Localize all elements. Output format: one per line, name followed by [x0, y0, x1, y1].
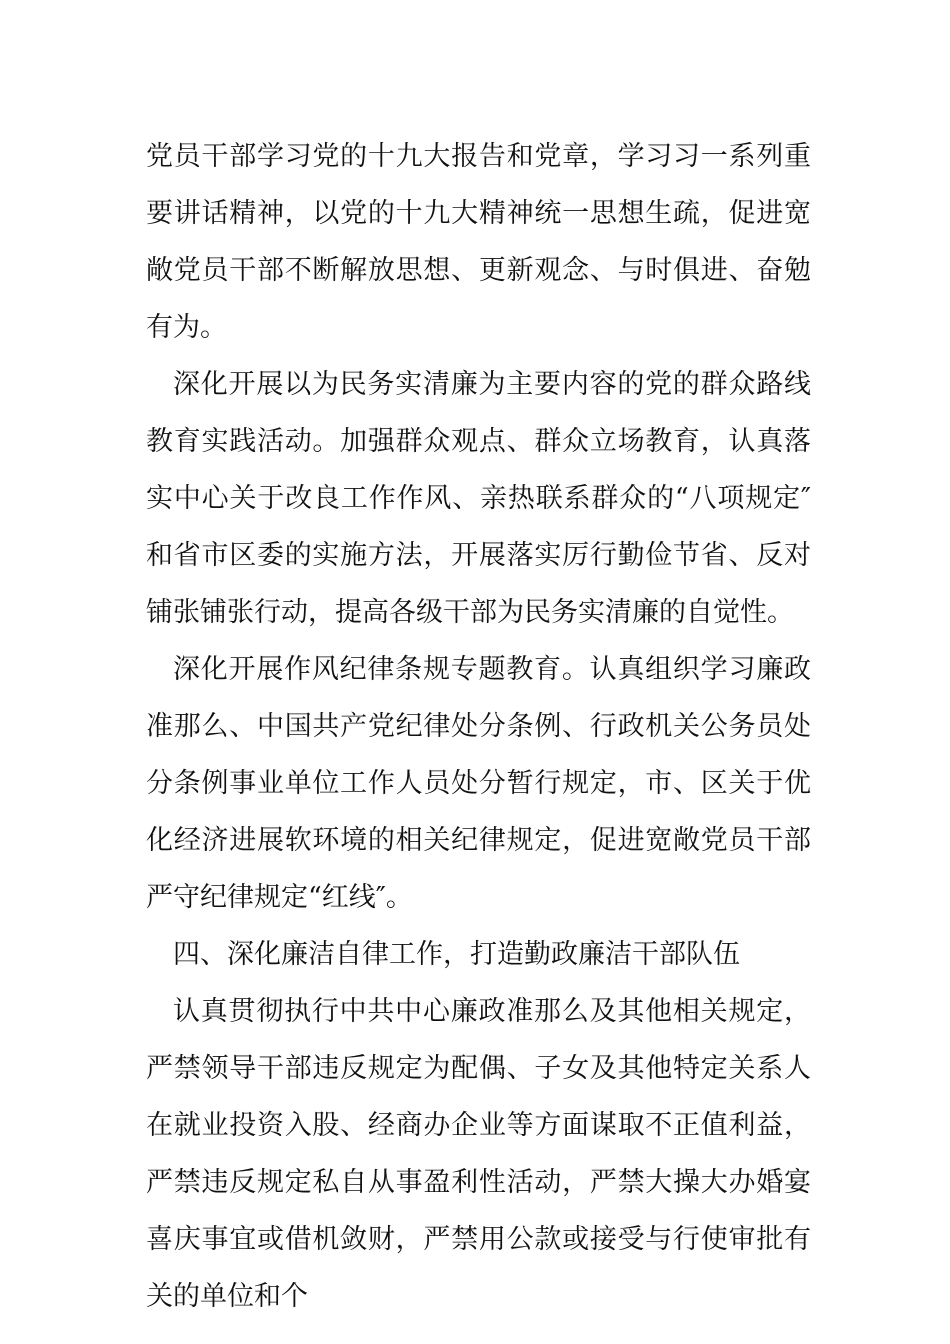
paragraph-2: 深化开展以为民务实清廉为主要内容的党的群众路线教育实践活动。加强群众观点、群众立场教育，认真落实中心关于改良工作作风、亲热联系群众的“八项规定″和省市区委的实施方法，开展落实厉行勤俭节省、反对铺张铺张行动，提高各级干部为民务实清廉的自觉性。	[146, 369, 811, 628]
document-body	[146, 128, 811, 1325]
paragraph-5: 认真贯彻执行中共中心廉政准那么及其他相关规定，严禁领导干部违反规定为配偶、子女及其他特定关系人在就业投资入股、经商办企业等方面谋取不正值利益，严禁违反规定私自从事盈利性活动，严禁大操大办婚宴喜庆事宜或借机敛财，严禁用公款或接受与行使审批有关的单位和个	[146, 996, 811, 1312]
paragraph-3: 深化开展作风纪律条规专题教育。认真组织学习廉政准那么、中国共产党纪律处分条例、行政机关公务员处分条例事业单位工作人员处分暂行规定，市、区关于优化经济进展软环境的相关纪律规定，促进宽敞党员干部严守纪律规定“红线″。	[146, 654, 811, 913]
paragraph-1: 党员干部学习党的十九大报告和党章，学习习一系列重要讲话精神，以党的十九大精神统一思想生疏，促进宽敞党员干部不断解放思想、更新观念、与时俱进、奋勉有为。	[146, 141, 811, 343]
section-heading-4: 四、深化廉洁自律工作，打造勤政廉洁干部队伍	[173, 939, 740, 970]
